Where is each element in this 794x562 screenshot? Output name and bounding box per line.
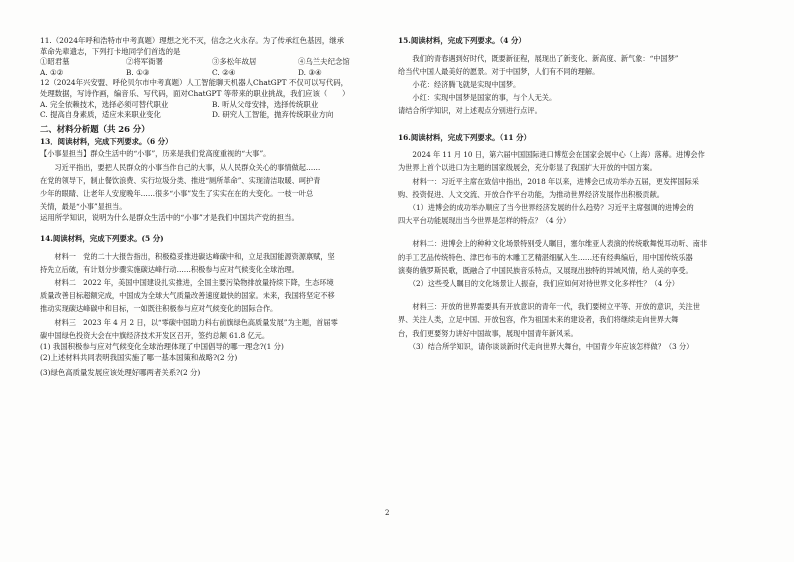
q12-choices-row1 xyxy=(40,100,385,111)
q14-line: 质量改善目标超额完成，中国成为全球大气质量改善速度最快的国家。未来，我国将坚定不移 xyxy=(40,291,335,301)
q16-material-3: 材料三：开放的世界需要具有开放意识的青年一代，我们要树立平等、开放的意识，关注世 xyxy=(398,302,700,312)
q11-choice-a: A. ①② xyxy=(40,67,64,77)
q11-choice-c: C. ②④ xyxy=(212,67,236,77)
q14-question-1: (1) 我国积极参与应对气候变化全球治理体现了中国倡导的哪一理念?(1 分) xyxy=(40,341,284,351)
q16-material-2: 的手工艺品传统特色、津巴布韦的木雕工艺精湛细腻入生……还有经典编后，用中国传统乐器 xyxy=(398,252,693,262)
q12-choice-a: A. 完全依赖技术，选择必须可替代职业 xyxy=(40,99,169,109)
page-number: 2 xyxy=(385,509,390,517)
left-column xyxy=(40,36,385,379)
q11-option-4: ④乌兰夫纪念馆 xyxy=(298,57,350,67)
q11-option-2: ②将军衙署 xyxy=(126,57,163,67)
q12-line1: 12（2024年兴安盟、呼伦贝尔市中考真题）人工智能聊天机器人ChatGPT 不仅可以写代码， xyxy=(40,78,349,88)
q16-material-3: 台，我们更要努力讲好中国故事，展现中国青年新风采。 xyxy=(398,328,578,338)
q12-line2: 处理数据，写诗作画，编音乐、写代码，面对ChatGPT 等带来的职业挑战，我们应该（ ） xyxy=(40,88,350,98)
q14-line: 材料三 2023 年 4 月 2 日，以“零碳中国助力科右前旗绿色高质量发展”为主题，首届零 xyxy=(40,317,338,327)
q14-line: 材料二 2022 年，美国中国建设扎实推进，全国主要污染物排放量持续下降，生态环境 xyxy=(40,277,334,287)
right-column xyxy=(398,36,758,353)
q15-line: 小红：实现中国梦是国家的事，与个人无关。 xyxy=(398,93,557,103)
q14-question-2: (2)上述材料共同表明我国实施了哪一基本国策和战略?(2 分) xyxy=(40,352,238,362)
q11-choices xyxy=(40,68,385,79)
q13-line: 少年的眼睛、让老年人安度晚年……很多“小事”发生了实实在在的大变化。一枝一叶总 xyxy=(40,188,314,198)
q14-line: 推动实现碳达峰碳中和目标，一如既往积极参与应对气候变化的国际合作。 xyxy=(40,304,278,314)
q11-line1: 11.（2024年呼和浩特市中考真题）理想之光不灭，信念之火永存。为了传承红色基因，继承 xyxy=(40,36,345,45)
q16-question-1: 四大平台功能展现出当今世界是怎样的特点？（4 分） xyxy=(398,216,571,226)
q14-line: 碳中国绿色投资大会在中旗经济技术开发区召开，签约总额 61.8 亿元。 xyxy=(40,330,270,340)
q16-material-2: 材料二：进博会上的种种文化场景特别受人瞩目，塞尔维亚人表演的传统歌舞悦耳动听、南非 xyxy=(398,239,708,249)
q13-question: 运用所学知识，说明为什么是群众生活中的“小事”才是我们中国共产党的担当。 xyxy=(40,213,299,223)
q16-intro: 为世界上首个以进口为主题的国家级展会，充分彰显了我国扩大开放的中国方案。 xyxy=(398,163,657,173)
q13-line: 在党的领导下，制止餐饮浪费、实行垃圾分类、推进“厕所革命”、实现清洁取暖、呵护青 xyxy=(40,175,321,185)
q16-question-3: （3）结合所学知识，请你谈谈新时代走向世界大舞台，中国青少年应该怎样做？（3 分） xyxy=(398,341,694,351)
q11-choice-d: D. ③④ xyxy=(298,67,322,77)
q13-line: 【小事显担当】群众生活中的“小事”，历来是我们党高度重视的“大事”。 xyxy=(40,149,271,159)
q15-title: 15.阅读材料，完成下列要求。（4 分） xyxy=(398,36,526,45)
q12-choice-d: D. 研究人工智能，抛弃传统职业方向 xyxy=(212,110,334,120)
q13-title: 13．阅读材料，完成下列要求。（6 分） xyxy=(40,136,173,146)
q11-line2: 革命先辈遗志，下列打卡地同学们首选的是 xyxy=(40,46,181,56)
q12-choices-row2 xyxy=(40,110,385,121)
q16-material-1: 材料一：习近平主席在致信中指出，2018 年以来，进博会已成功举办五届，更发挥国际采 xyxy=(398,176,699,186)
q12-choice-c: C. 提高自身素质，适应未来职业变化 xyxy=(40,110,161,120)
q16-question-1: （1）进博会的成功举办顺应了当今世界经济发展的什么趋势？习近平主席强调的进博会的 xyxy=(398,203,694,213)
q11-choice-b: B. ①③ xyxy=(126,67,150,77)
q13-line: 关情，最是“小事”显担当。 xyxy=(40,202,127,212)
q14-title: 14.阅读材料，完成下列要求。(5 分) xyxy=(40,233,164,243)
q15-line: 给当代中国人最美好的愿景。对于中国梦，人们有不同的理解。 xyxy=(398,66,600,76)
q15-question: 请结合所学知识，对上述观点分别进行点评。 xyxy=(398,106,542,116)
q16-question-2: （2）这些受人瞩目的文化场景让人振奋，我们应如何对待世界文化多样性？（4 分） xyxy=(398,279,679,289)
q13-line: 习近平指出，要把人民群众的小事当作自己的大事，从人民群众关心的事情做起…… xyxy=(40,162,321,172)
q14-line: 材料一 党的二十大报告指出，积极稳妥推进碳达峰碳中和，立足我国能源资源禀赋，坚 xyxy=(40,251,335,261)
q16-material-1: 购、投资促进、人文交流、开放合作平台功能，为推动世界经济发展作出积极贡献。 xyxy=(398,189,664,199)
q11-option-3: ③多松年故居 xyxy=(212,57,257,67)
q15-line: 我们的青春遇到好时代，既要新征程，展现出了新变化、新高度、新气象：“中国梦” xyxy=(398,53,679,63)
q11-options xyxy=(40,57,385,68)
q16-material-2: 演奏的俄罗斯民歌，既融合了中国民族音乐特点，又展现出独特的异域风情，给人美的享受。 xyxy=(398,265,693,275)
q16-material-3: 界、关注人类，立足中国、开放包容，作为祖国未来的建设者，我们将继续走向世界大舞 xyxy=(398,315,679,325)
q16-intro: 2024 年 11 月 10 日，第六届中国国际进口博览会在国家会展中心（上海）落幕。进博会作 xyxy=(398,150,705,160)
q16-title: 16.阅读材料，完成下列要求。（11 分） xyxy=(398,132,531,142)
q14-line: 持先立后破，有计划分步骤实施碳达峰行动……积极参与应对气候变化全球治理。 xyxy=(40,264,299,274)
q11-option-1: ①昭君墓 xyxy=(40,57,70,67)
q15-line: 小花：经济腾飞就是实现中国梦。 xyxy=(398,80,521,89)
section-heading: 二、材料分析题（共 26 分） xyxy=(40,123,150,134)
q12-choice-b: B. 听从父母安排，选择传统职业 xyxy=(212,99,319,109)
q14-question-3: (3)绿色高质量发展应该处理好哪两者关系?(2 分) xyxy=(40,368,201,378)
